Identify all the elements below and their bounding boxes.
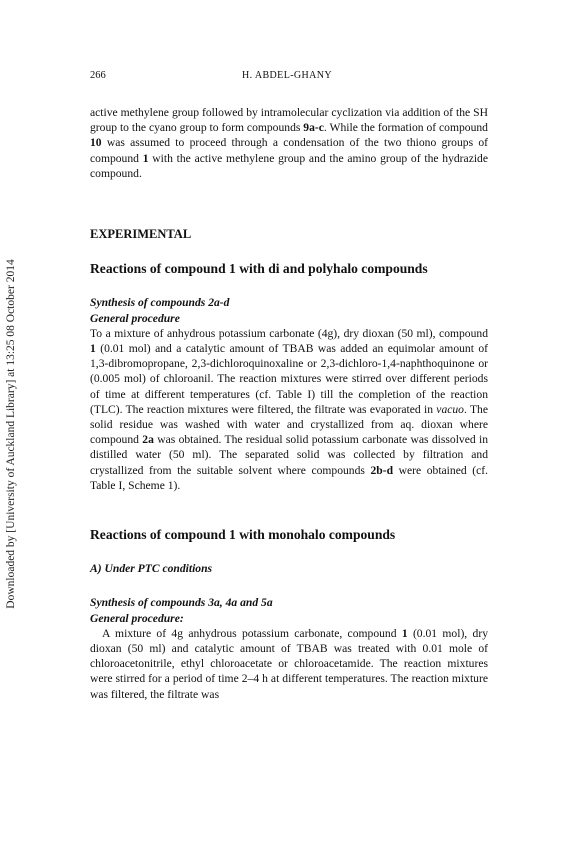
page-number: 266 bbox=[90, 70, 106, 81]
experimental-heading: EXPERIMENTAL bbox=[90, 227, 192, 242]
intro-text-4: with the active methylene group and the amino group of the hydrazide compound. bbox=[90, 151, 489, 180]
s1-compound-2b-d: 2b-d bbox=[370, 463, 394, 477]
intro-text-1: active methylene group followed by intramolecular cyclization via addition of the SH group to the cyano group to form compounds bbox=[90, 106, 488, 135]
s1-text-3: . The solid residue was washed with water and crystallized from aq. dioxan where compound bbox=[90, 402, 488, 447]
section1-paragraph bbox=[90, 326, 488, 493]
section2-synthesis-title: Synthesis of compounds 3a, 4a and 5a bbox=[90, 596, 273, 610]
section1-procedure-title: General procedure bbox=[90, 311, 180, 325]
s2-compound-1: 1 bbox=[401, 626, 408, 640]
s1-compound-2a: 2a bbox=[142, 433, 154, 447]
s1-text-5: were obtained (cf. Table I, Scheme 1). bbox=[90, 463, 488, 492]
s2-text-1: A mixture of 4g anhydrous potassium carbonate, compound bbox=[102, 626, 402, 640]
section2-heading: Reactions of compound 1 with monohalo compounds bbox=[90, 527, 396, 543]
section2-subheading: A) Under PTC conditions bbox=[90, 562, 213, 576]
download-watermark bbox=[4, 234, 18, 634]
running-head: H. ABDEL-GHANY bbox=[242, 70, 333, 81]
download-note-text: Downloaded by [University of Auckland Library] at 13:25 08 October 2014 bbox=[5, 259, 17, 609]
section1-heading: Reactions of compound 1 with di and polyhalo compounds bbox=[90, 261, 428, 277]
section2-procedure-title: General procedure: bbox=[90, 611, 184, 625]
s1-vacuo: vacuo bbox=[436, 402, 464, 416]
article-body bbox=[90, 105, 488, 702]
s1-text-2: (0.01 mol) and a catalytic amount of TBAB was added an equimolar amount of 1,3-dibromopropane, 2,3-dichloroquinoxaline or 2,3-dichloro-1,4-naphthoquinone or (0.005 mol) of chloroanil. The reaction mixtures were stirred over different periods of time at different temperatures (cf. Table I) till the completion of the reaction (TLC). The reaction mixtures were filtered, the filtrate was evaporated in bbox=[90, 342, 488, 416]
section1-synthesis-title: Synthesis of compounds 2a-d bbox=[90, 296, 230, 310]
intro-compound-1: 9a-c bbox=[303, 121, 324, 135]
section2-paragraph bbox=[90, 626, 488, 702]
intro-compound-3: 1 bbox=[142, 151, 149, 165]
s1-compound-1: 1 bbox=[90, 342, 96, 356]
s1-text-4: was obtained. The residual solid potassium carbonate was dissolved in distilled water (50 ml). The separated solid was collected by filtration and crystallized from the suitable solvent where compounds bbox=[90, 433, 489, 477]
intro-compound-2: 10 bbox=[90, 136, 102, 150]
s2-text-2: (0.01 mol), dry dioxan (50 ml) and catalytic amount of TBAB was treated with 0.01 mole of chloroacetonitrile, ethyl chloroacetate or chloroacetamide. The reaction mixtures were stirred for a period of time 2–4 h at different temperatures. The reaction mixture was filtered, the filtrate was bbox=[90, 626, 488, 701]
intro-text-2: . While the formation of compound bbox=[323, 121, 488, 135]
s1-text-1: To a mixture of anhydrous potassium carbonate (4g), dry dioxan (50 ml), compound bbox=[90, 326, 488, 340]
intro-paragraph bbox=[90, 105, 488, 181]
intro-text-3: was assumed to proceed through a condensation of the two thiono groups of compound bbox=[90, 136, 488, 165]
